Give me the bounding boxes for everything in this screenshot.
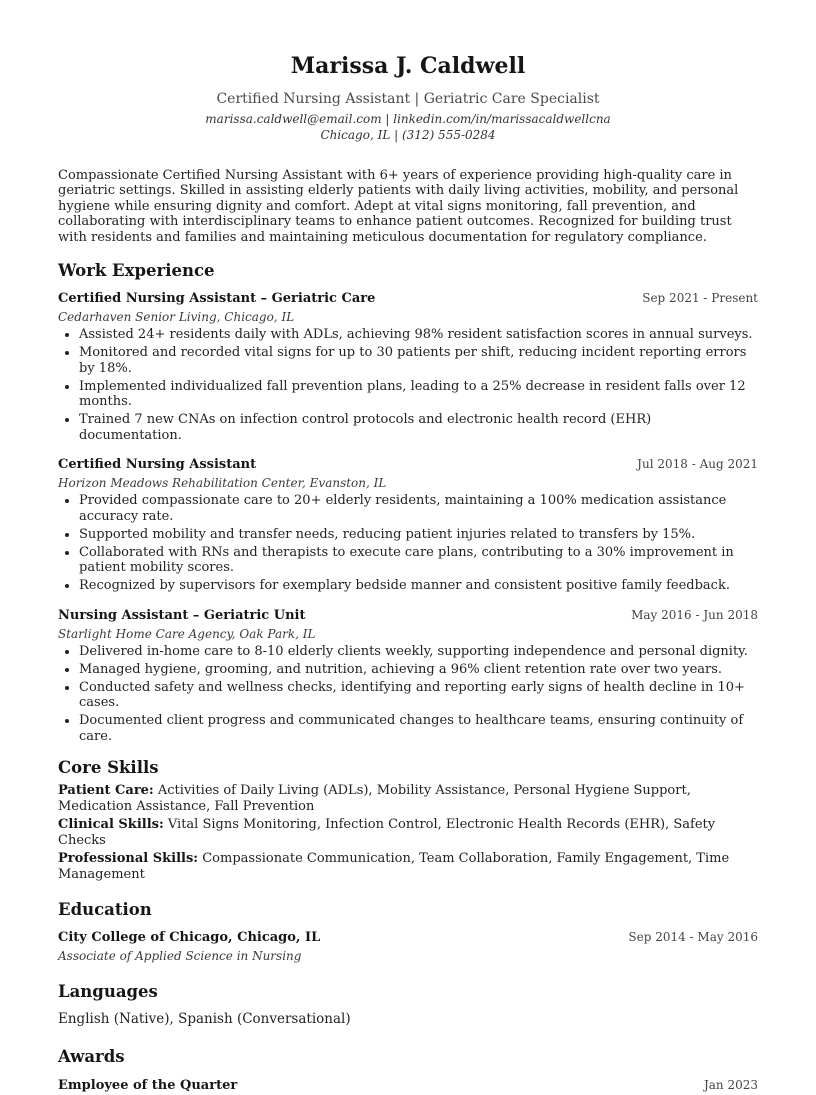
languages-section — [58, 982, 758, 1028]
skills-line — [58, 817, 758, 848]
section-title-skills: Core Skills — [58, 758, 159, 778]
job-bullets — [58, 493, 758, 594]
job-role: Nursing Assistant – Geriatric Unit — [58, 607, 306, 623]
skills-label: Professional Skills: — [58, 851, 199, 867]
candidate-name: Marissa J. Caldwell — [290, 53, 526, 79]
job-bullet: • Implemented individualized fall prevention plans, leading to a 25% decrease in resident falls over 12 months. — [79, 379, 758, 410]
skills-line — [58, 783, 758, 814]
skills-text: Activities of Daily Living (ADLs), Mobility Assistance, Personal Hygiene Support, Medication Assistance, Fall Prevention — [58, 783, 691, 814]
job-bullet: • Documented client progress and communicated changes to healthcare teams, ensuring continuity of care. — [79, 713, 758, 744]
section-title-languages: Languages — [58, 982, 158, 1002]
resume-header — [58, 52, 758, 143]
education-school: City College of Chicago, Chicago, IL — [58, 930, 321, 946]
job-dates: May 2016 - Jun 2018 — [631, 607, 758, 622]
job-company: Starlight Home Care Agency, Oak Park, IL — [58, 626, 316, 641]
languages-text: English (Native), Spanish (Conversational) — [58, 1011, 351, 1028]
job-bullet: • Assisted 24+ residents daily with ADLs, achieving 98% resident satisfaction scores in annual surveys. — [79, 327, 758, 343]
resume-content — [58, 52, 758, 1095]
job-bullets — [58, 327, 758, 443]
job-role: Certified Nursing Assistant – Geriatric Care — [58, 291, 376, 307]
job-entry — [58, 607, 758, 745]
job-bullet: • Recognized by supervisors for exemplary bedside manner and consistent positive family feedback. — [79, 578, 758, 594]
job-bullet: • Collaborated with RNs and therapists to execute care plans, contributing to a 30% improvement in patient mobility scores. — [79, 545, 758, 576]
contact-info — [58, 112, 758, 143]
education-section — [58, 900, 758, 964]
job-bullet: • Provided compassionate care to 20+ elderly residents, maintaining a 100% medication assistance accuracy rate. — [79, 493, 758, 524]
job-bullet: • Supported mobility and transfer needs, reducing patient injuries related to transfers by 15%. — [79, 527, 758, 543]
skills-line — [58, 851, 758, 882]
skills-text: Vital Signs Monitoring, Infection Control, Electronic Health Records (EHR), Safety Checks — [58, 817, 716, 848]
job-entry — [58, 456, 758, 594]
job-entry — [58, 290, 758, 443]
job-company: Cedarhaven Senior Living, Chicago, IL — [58, 310, 295, 325]
skills-text: Compassionate Communication, Team Collaboration, Family Engagement, Time Management — [58, 851, 730, 882]
job-bullets — [58, 644, 758, 745]
award-title: Employee of the Quarter — [58, 1078, 238, 1094]
education-degree: Associate of Applied Science in Nursing — [58, 949, 302, 964]
job-bullet: • Delivered in-home care to 8-10 elderly clients weekly, supporting independence and personal dignity. — [79, 644, 758, 660]
skills-label: Patient Care: — [58, 783, 154, 799]
professional-summary: Compassionate Certified Nursing Assistant with 6+ years of experience providing high-quality care in geriatric settings. Skilled in assisting elderly patients with daily living activities, mobility, and personal hygiene while ensuring dignity and comfort. Adept at vital signs monitoring, fall prevention, and collaborating with interdisciplinary teams to enhance patient outcomes. Recognized for building trust with residents and families and maintaining meticulous documentation for regulatory compliance. — [58, 168, 739, 245]
job-dates: Sep 2021 - Present — [642, 291, 758, 306]
core-skills-section — [58, 758, 758, 882]
job-bullet: • Trained 7 new CNAs on infection control protocols and electronic health record (EHR) documentation. — [79, 412, 758, 443]
award-dates: Jan 2023 — [703, 1078, 758, 1093]
education-dates: Sep 2014 - May 2016 — [628, 930, 758, 945]
skills-label: Clinical Skills: — [58, 817, 164, 833]
section-title-awards: Awards — [58, 1047, 125, 1067]
section-title-work: Work Experience — [58, 261, 215, 281]
job-bullet: • Managed hygiene, grooming, and nutrition, achieving a 96% client retention rate over two years. — [79, 662, 758, 678]
candidate-subtitle: Certified Nursing Assistant | Geriatric Care Specialist — [216, 91, 600, 107]
job-role: Certified Nursing Assistant — [58, 457, 257, 473]
work-experience-section — [58, 261, 758, 744]
section-title-education: Education — [58, 900, 152, 920]
job-company: Horizon Meadows Rehabilitation Center, Evanston, IL — [58, 476, 387, 491]
job-dates: Jul 2018 - Aug 2021 — [637, 457, 758, 472]
job-bullet: • Conducted safety and wellness checks, identifying and reporting early signs of health decline in 10+ cases. — [79, 680, 758, 711]
job-bullet: • Monitored and recorded vital signs for up to 30 patients per shift, reducing incident reporting errors by 18%. — [79, 345, 758, 376]
contact-email-linkedin: marissa.caldwell@email.com | linkedin.com/in/marissacaldwellcna — [205, 112, 611, 126]
awards-section — [58, 1047, 758, 1095]
contact-location-phone: Chicago, IL | (312) 555-0284 — [320, 127, 496, 142]
